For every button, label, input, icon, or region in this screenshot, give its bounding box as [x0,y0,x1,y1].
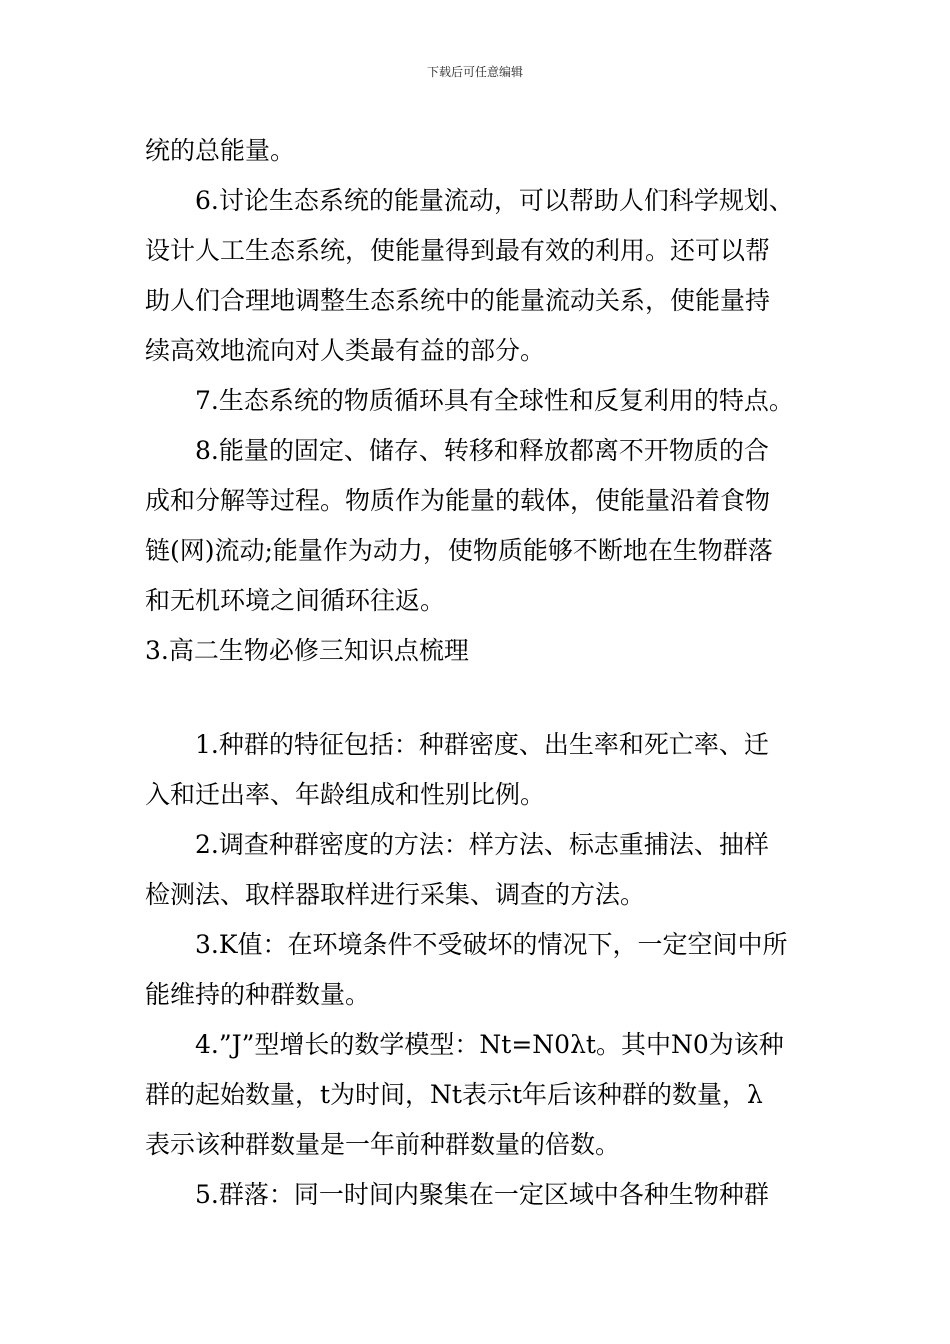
text-line: 8.能量的固定、储存、转移和释放都离不开物质的合 [195,436,769,465]
text-line: 5.群落：同一时间内聚集在一定区域中各种生物种群 [195,1180,769,1209]
text-line: 入和迁出率、年龄组成和性别比例。 [145,780,546,809]
text-line: 7.生态系统的物质循环具有全球性和反复利用的特点。 [195,386,794,415]
text-line: 6.讨论生态系统的能量流动，可以帮助人们科学规划、 [195,186,794,215]
text-line: 统的总能量。 [145,136,296,165]
text-line: 4.”J”型增长的数学模型：Nt=N0λt。其中N0为该种 [195,1030,784,1059]
text-line: 链(网)流动;能量作为动力，使物质能够不断地在生物群落 [145,536,773,565]
text-line: 成和分解等过程。物质作为能量的载体，使能量沿着食物 [145,486,771,515]
text-line: 和无机环境之间循环往返。 [145,586,446,615]
text-line: 助人们合理地调整生态系统中的能量流动关系，使能量持 [145,286,771,315]
blank-line [145,676,810,720]
page-header-note: 下载后可任意编辑 [426,65,523,79]
text-line: 3.K值：在环境条件不受破坏的情况下，一定空间中所 [195,930,788,959]
text-line: 表示该种群数量是一年前种群数量的倍数。 [145,1130,621,1159]
text-line: 续高效地流向对人类最有益的部分。 [145,336,546,365]
text-line: 群的起始数量，t为时间，Nt表示t年后该种群的数量，λ [145,1080,763,1109]
text-line: 设计人工生态系统，使能量得到最有效的利用。还可以帮 [145,236,771,265]
text-line: 能维持的种群数量。 [145,980,371,1009]
document-body [145,126,810,1220]
section-heading: 3.高二生物必修三知识点梳理 [145,636,469,665]
text-line: 检测法、取样器取样进行采集、调查的方法。 [145,880,646,909]
text-line: 1.种群的特征包括：种群密度、出生率和死亡率、迁 [195,730,769,759]
text-line: 2.调查种群密度的方法：样方法、标志重捕法、抽样 [195,830,769,859]
